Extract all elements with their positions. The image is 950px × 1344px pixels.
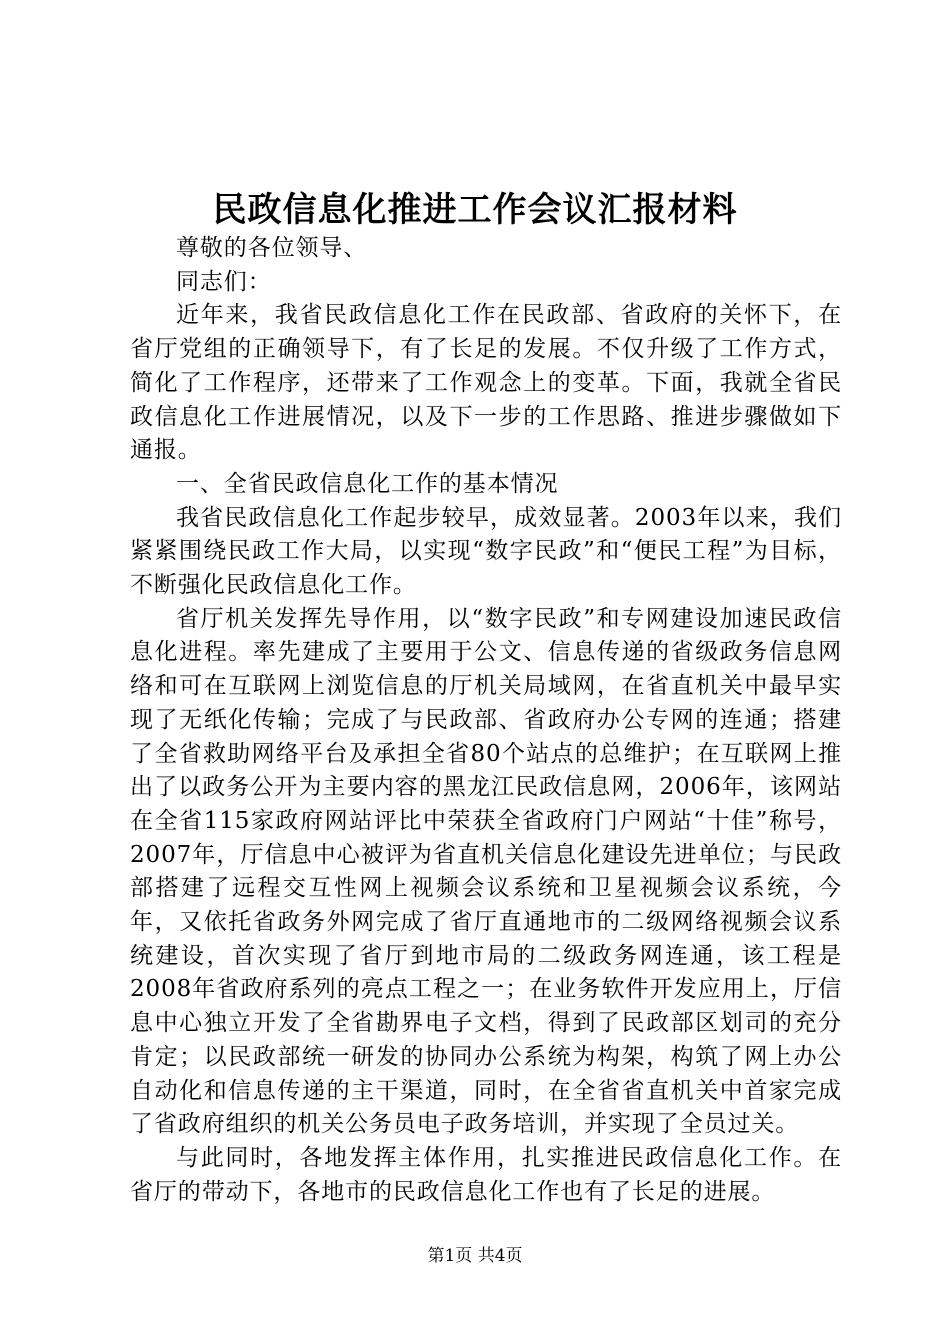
intro-paragraph: 近年来，我省民政信息化工作在民政部、省政府的关怀下，在省厅党组的正确领导下，有了长足的发展。不仅升级了工作方式，简化了工作程序，还带来了工作观念上的变革。下面，我就全省民政信息化工作进展情况，以及下一步的工作思路、推进步骤做如下通报。	[130, 302, 842, 464]
page-number: 第1页 共4页	[427, 1246, 523, 1266]
section-heading: 一、全省民政信息化工作的基本情况	[176, 470, 559, 497]
document-title: 民政信息化推进工作会议汇报材料	[212, 190, 738, 230]
document-body	[130, 232, 842, 1209]
body-paragraph: 我省民政信息化工作起步较早，成效显著。2003年以来，我们紧紧围绕民政工作大局，以实现“数字民政”和“便民工程”为目标，不断强化民政信息化工作。	[130, 504, 842, 599]
salutation-line-1: 尊敬的各位领导、	[176, 235, 368, 261]
body-paragraph: 与此同时，各地发挥主体作用，扎实推进民政信息化工作。在省厅的带动下，各地市的民政信息化工作也有了长足的进展。	[130, 1144, 842, 1205]
body-paragraph: 省厅机关发挥先导作用，以“数字民政”和专网建设加速民政信息化进程。率先建成了主要用于公文、信息传递的省级政务信息网络和可在互联网上浏览信息的厅机关局域网，在省直机关中最早实现了无纸化传输；完成了与民政部、省政府办公专网的连通；搭建了全省救助网络平台及承担全省80个站点的总维护；在互联网上推出了以政务公开为主要内容的黑龙江民政信息网，2006年，该网站在全省115家政府网站评比中荣获全省政府门户网站“十佳”称号，2007年，厅信息中心被评为省直机关信息化建设先进单位；与民政部搭建了远程交互性网上视频会议系统和卫星视频会议系统，今年，又依托省政务外网完成了省厅直通地市的二级网络视频会议系统建设，首次实现了省厅到地市局的二级政务网连通，该工程是2008年省政府系列的亮点工程之一；在业务软件开发应用上，厅信息中心独立开发了全省勘界电子文档，得到了民政部区划司的充分肯定；以民政部统一研发的协同办公系统为构架，构筑了网上办公自动化和信息传递的主干渠道，同时，在全省省直机关中首家完成了省政府组织的机关公务员电子政务培训，并实现了全员过关。	[130, 605, 842, 1138]
salutation-line-2: 同志们：	[176, 268, 272, 295]
